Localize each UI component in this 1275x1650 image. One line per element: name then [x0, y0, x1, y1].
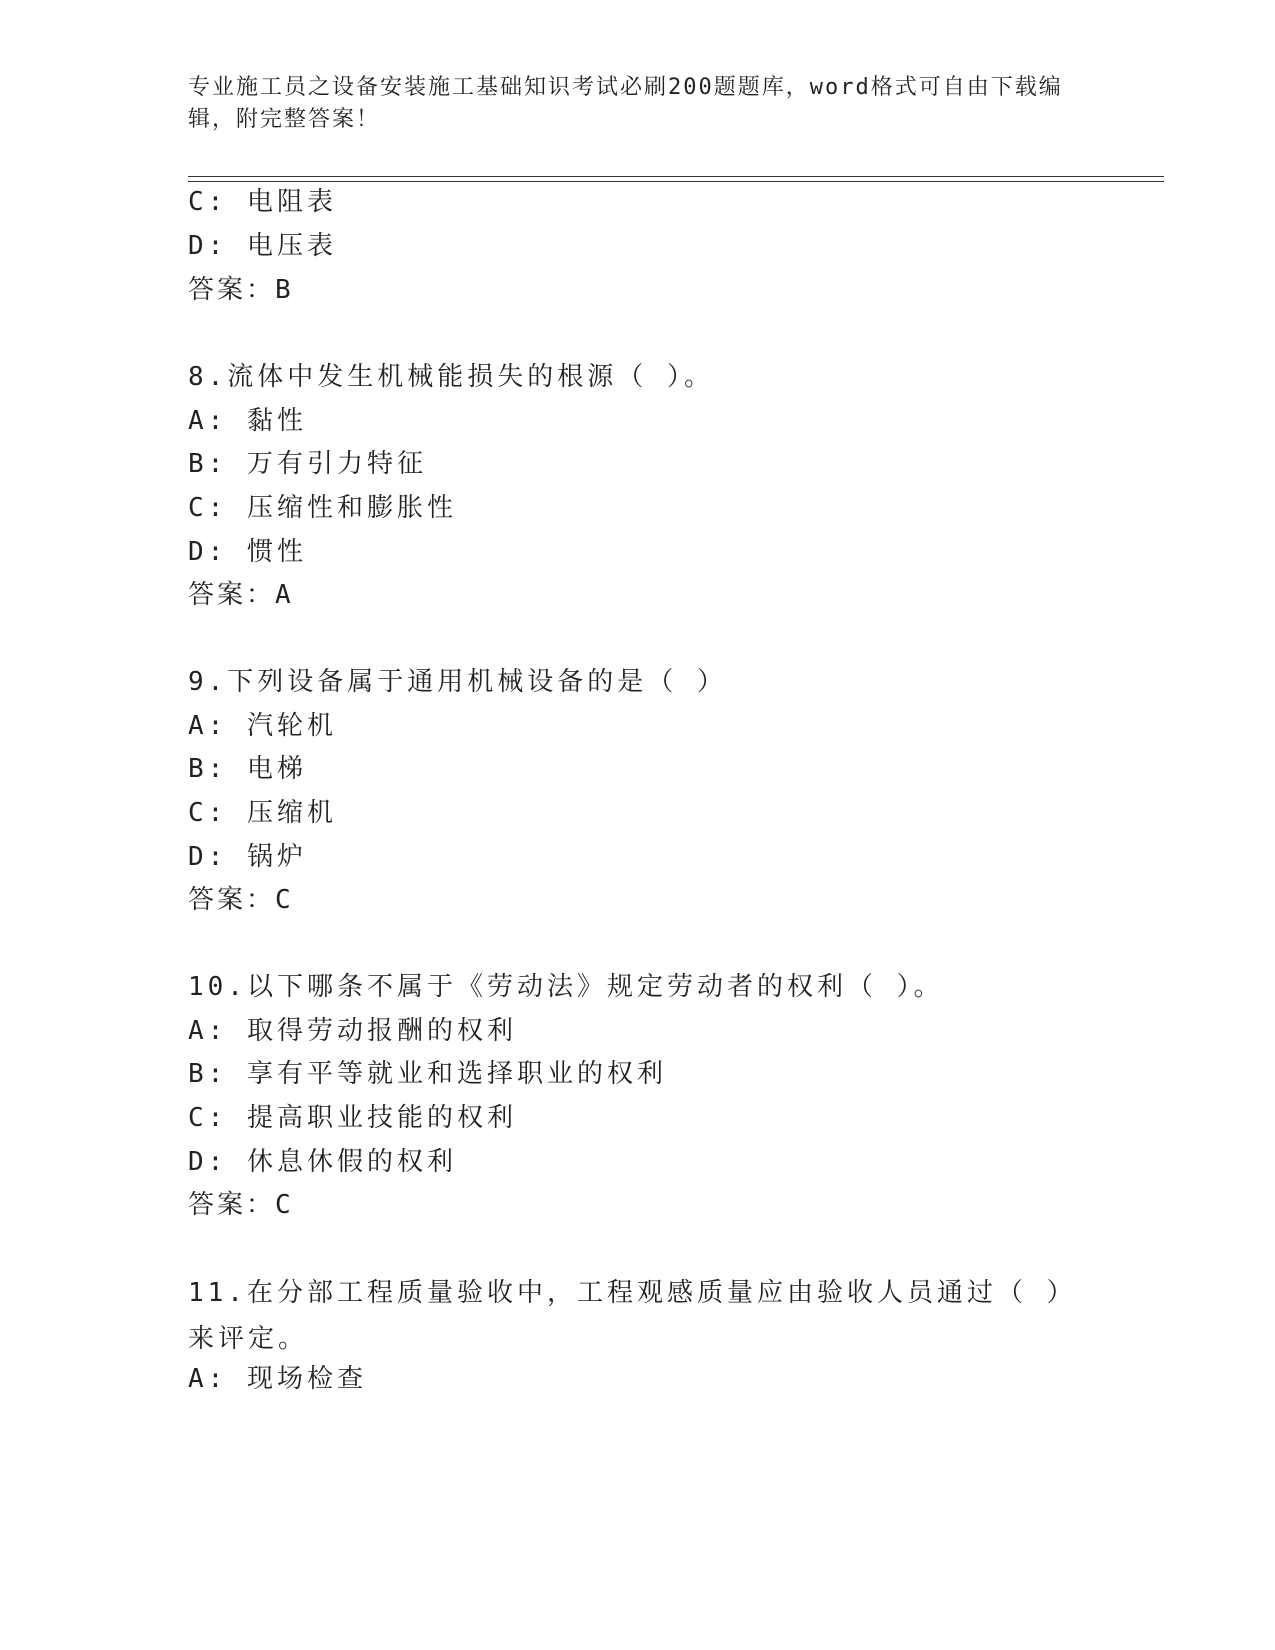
option-line: D: 休息休假的权利	[188, 1147, 457, 1177]
answer-line: 答案：C	[188, 1190, 294, 1220]
option-line: D: 电压表	[188, 231, 337, 261]
question-stem: 8.流体中发生机械能损失的根源（ ）。	[188, 362, 714, 392]
option-line: B: 享有平等就业和选择职业的权利	[188, 1059, 667, 1089]
option-line: A: 黏性	[188, 406, 307, 436]
question-stem: 10.以下哪条不属于《劳动法》规定劳动者的权利（ ）。	[188, 972, 944, 1002]
option-line: D: 锅炉	[188, 842, 307, 872]
answer-line: 答案：B	[188, 275, 294, 305]
option-line: C: 压缩机	[188, 798, 337, 828]
header-divider-top	[188, 176, 1164, 177]
answer-line: 答案：C	[188, 885, 294, 915]
option-line: C: 提高职业技能的权利	[188, 1103, 517, 1133]
document-header-title: 专业施工员之设备安装施工基础知识考试必刷200题题库，word格式可自由下载编辑，附完整答案！	[188, 75, 1063, 132]
option-line: B: 万有引力特征	[188, 449, 427, 479]
question-stem: 9.下列设备属于通用机械设备的是（ ）	[188, 667, 727, 697]
header-divider-bottom	[188, 181, 1164, 182]
option-line: A: 取得劳动报酬的权利	[188, 1016, 517, 1046]
option-line: D: 惯性	[188, 537, 307, 567]
option-line: C: 压缩性和膨胀性	[188, 493, 457, 523]
answer-line: 答案：A	[188, 580, 294, 610]
option-line: A: 汽轮机	[188, 711, 337, 741]
option-line: A: 现场检查	[188, 1364, 367, 1394]
question-stem: 11.在分部工程质量验收中，工程观感质量应由验收人员通过（ ）来评定。	[188, 1278, 1064, 1354]
option-line: B: 电梯	[188, 754, 307, 784]
option-line: C: 电阻表	[188, 187, 337, 217]
